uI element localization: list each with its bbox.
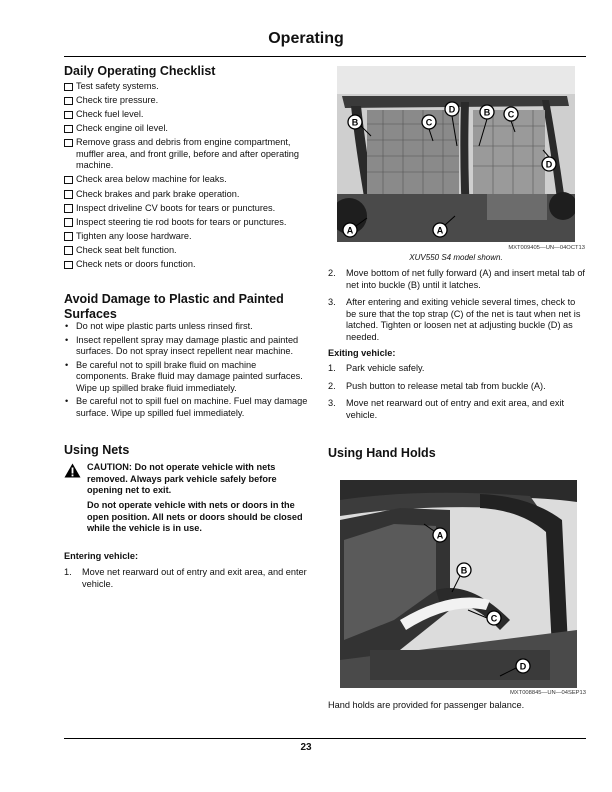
checkbox-icon — [64, 204, 73, 213]
callout-d: D — [448, 104, 456, 115]
checkbox-icon — [64, 139, 73, 148]
callout-b: B — [483, 107, 491, 118]
nets-steps — [328, 268, 586, 349]
figure-1-code: MXT009405—UN—04OCT13 — [508, 245, 585, 251]
bullet-item: • Insect repellent spray may damage plastic and painted surfaces. Do not spray insect repellent near machine. — [64, 335, 310, 358]
entering-heading: Entering vehicle: — [64, 551, 139, 561]
avoid-damage-list — [64, 321, 310, 421]
page-number: 23 — [300, 742, 312, 753]
checklist-item: Check area below machine for leaks. — [64, 174, 310, 186]
checklist-item: Check fuel level. — [64, 109, 310, 121]
using-nets-heading: Using Nets — [64, 443, 130, 457]
callout-b: B — [460, 565, 468, 576]
callout-markers — [343, 102, 556, 237]
step-item: 2. Move bottom of net fully forward (A) and insert metal tab of net into buckle (B) until it latches. — [328, 268, 585, 290]
callout-a: A — [436, 225, 444, 236]
checklist-item: Check engine oil level. — [64, 123, 310, 135]
warning-triangle-icon — [64, 463, 81, 478]
checklist-item: Test safety systems. — [64, 81, 310, 93]
checklist-item: Inspect steering tie rod boots for tears or punctures. — [64, 217, 310, 229]
checkbox-icon — [64, 176, 73, 185]
callout-c: C — [507, 109, 515, 120]
step-item: 2. Push button to release metal tab from buckle (A). — [328, 380, 546, 391]
caution-text: CAUTION: Do not operate vehicle with nets removed. Always park vehicle safely before opening net to exit. — [87, 462, 277, 495]
figure-2-code: MXT008845—UN—04SEP13 — [509, 690, 586, 696]
step-item: 1. Park vehicle safely. — [328, 363, 425, 373]
checklist-item: Remove grass and debris from engine compartment, muffler area, and front grille, before and after operating machine. — [64, 137, 310, 172]
checklist-item: Check tire pressure. — [64, 95, 310, 107]
caution-note: Do not operate vehicle with nets or doors in the open position. All nets or doors should be closed while the vehicle is in use. — [87, 500, 303, 533]
checklist-item: Tighten any loose hardware. — [64, 231, 310, 243]
bullet-item: • Be careful not to spill fuel on machine. Fuel may damage surface. Wipe up spilled fuel immediately. — [64, 396, 310, 419]
callout-d: D — [519, 661, 527, 672]
entering-steps — [64, 567, 310, 596]
checkbox-icon — [64, 83, 73, 92]
callout-c: C — [490, 613, 498, 624]
checklist-item: Inspect driveline CV boots for tears or punctures. — [64, 203, 310, 215]
title-divider — [64, 56, 586, 57]
checkbox-icon — [64, 111, 73, 120]
checklist-item: Check seat belt function. — [64, 245, 310, 257]
step-item: 3. Move net rearward out of entry and exit area, and exit vehicle. — [328, 398, 565, 420]
step-item: 3. After entering and exiting vehicle several times, check to be sure that the top strap (C) of the net is taut when net is latched. Tighten or loosen net at adjusting buckle (D) as needed. — [328, 297, 581, 342]
hand-holds-text: Hand holds are provided for passenger balance. — [328, 700, 525, 710]
callout-d: D — [545, 159, 553, 170]
daily-checklist — [64, 81, 310, 273]
checkbox-icon — [64, 190, 73, 199]
hand-holds-heading: Using Hand Holds — [328, 446, 436, 460]
exiting-steps — [328, 363, 586, 427]
bullet-item: • Do not wipe plastic parts unless rinsed first. — [64, 321, 310, 333]
checkbox-icon — [64, 232, 73, 241]
checkbox-icon — [64, 218, 73, 227]
checkbox-icon — [64, 125, 73, 134]
callout-a: A — [436, 530, 444, 541]
hand-holds-photo — [340, 480, 577, 688]
checkbox-icon — [64, 97, 73, 106]
checklist-item: Check nets or doors function. — [64, 259, 310, 271]
daily-checklist-heading: Daily Operating Checklist — [64, 64, 216, 78]
bullet-item: • Be careful not to spill brake fluid on machine components. Brake fluid may damage painted surfaces. Wipe up spilled brake fluid immediately. — [64, 360, 310, 395]
page-title: Operating — [268, 30, 344, 47]
checkbox-icon — [64, 261, 73, 270]
checklist-item: Check brakes and park brake operation. — [64, 189, 310, 201]
exiting-heading: Exiting vehicle: — [328, 348, 396, 358]
step-item: 1. Move net rearward out of entry and exit area, and enter vehicle. — [64, 567, 307, 589]
checkbox-icon — [64, 246, 73, 255]
callout-b: B — [351, 117, 359, 128]
figure-1-caption: XUV550 S4 model shown. — [409, 253, 503, 262]
nets-photo — [337, 66, 575, 242]
avoid-damage-heading: Avoid Damage to Plastic and Painted Surfaces — [64, 292, 284, 321]
footer-divider — [64, 738, 586, 739]
callout-a: A — [346, 225, 354, 236]
callout-c: C — [425, 117, 433, 128]
